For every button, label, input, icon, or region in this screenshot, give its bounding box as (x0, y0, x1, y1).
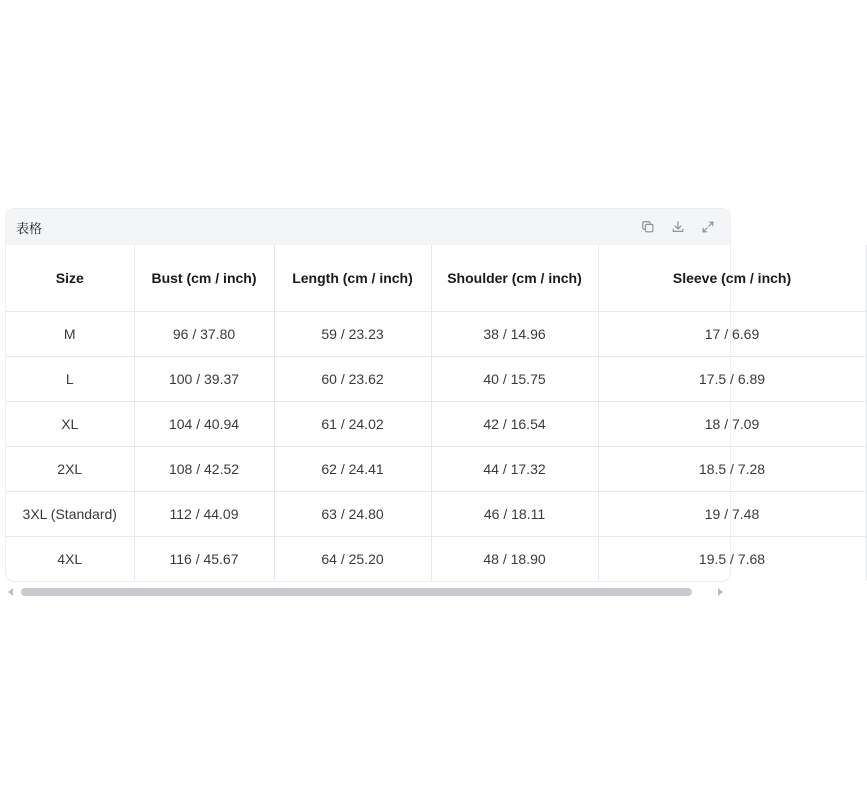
table-row (6, 447, 866, 492)
table-cell: 96 / 37.80 (134, 312, 274, 357)
table-cell: 48 / 18.90 (431, 537, 598, 582)
table-cell: 108 / 42.52 (134, 447, 274, 492)
column-header-bust: Bust (cm / inch) (134, 245, 274, 312)
table-cell: 100 / 39.37 (134, 357, 274, 402)
table-cell: 112 / 44.09 (134, 492, 274, 537)
table-header-row (6, 245, 866, 312)
table-cell: 59 / 23.23 (274, 312, 431, 357)
horizontal-scrollbar[interactable] (5, 586, 729, 598)
table-cell: 44 / 17.32 (431, 447, 598, 492)
column-header-shoulder: Shoulder (cm / inch) (431, 245, 598, 312)
table-row (6, 492, 866, 537)
card-title: 表格 (16, 220, 43, 236)
table-viewport (6, 245, 792, 581)
table-cell: 60 / 23.62 (274, 357, 431, 402)
table-cell: 4XL (6, 537, 134, 582)
table-cell: 40 / 15.75 (431, 357, 598, 402)
table-cell: 17.5 / 6.89 (598, 357, 866, 402)
table-cell: 116 / 45.67 (134, 537, 274, 582)
table-cell: 64 / 25.20 (274, 537, 431, 582)
table-cell: 42 / 16.54 (431, 402, 598, 447)
table-cell: 3XL (Standard) (6, 492, 134, 537)
table-card (5, 208, 792, 582)
table-row (6, 402, 866, 447)
copy-icon[interactable] (640, 219, 656, 235)
table-row (6, 357, 866, 402)
scrollbar-thumb[interactable] (21, 588, 692, 596)
expand-icon[interactable] (700, 219, 716, 235)
table-cell: 46 / 18.11 (431, 492, 598, 537)
card-header (6, 209, 730, 245)
table-cell: 17 / 6.69 (598, 312, 866, 357)
table-row (6, 312, 866, 357)
scroll-right-arrow-icon[interactable] (718, 588, 723, 596)
table-cell: 19 / 7.48 (598, 492, 866, 537)
card-actions (640, 219, 716, 235)
table-cell: 18.5 / 7.28 (598, 447, 866, 492)
download-icon[interactable] (670, 219, 686, 235)
table-cell: 63 / 24.80 (274, 492, 431, 537)
table-cell: 38 / 14.96 (431, 312, 598, 357)
table-cell: 19.5 / 7.68 (598, 537, 866, 582)
table-cell: 104 / 40.94 (134, 402, 274, 447)
column-header-sleeve: Sleeve (cm / inch) (598, 245, 866, 312)
table-cell: 18 / 7.09 (598, 402, 866, 447)
table-cell: 62 / 24.41 (274, 447, 431, 492)
table-cell: 61 / 24.02 (274, 402, 431, 447)
table-cell: XL (6, 402, 134, 447)
column-header-length: Length (cm / inch) (274, 245, 431, 312)
table-cell: M (6, 312, 134, 357)
table-row (6, 537, 866, 582)
table-cell: 2XL (6, 447, 134, 492)
size-table (6, 245, 867, 581)
table-cell: L (6, 357, 134, 402)
scroll-left-arrow-icon[interactable] (8, 588, 13, 596)
column-header-size: Size (6, 245, 134, 312)
